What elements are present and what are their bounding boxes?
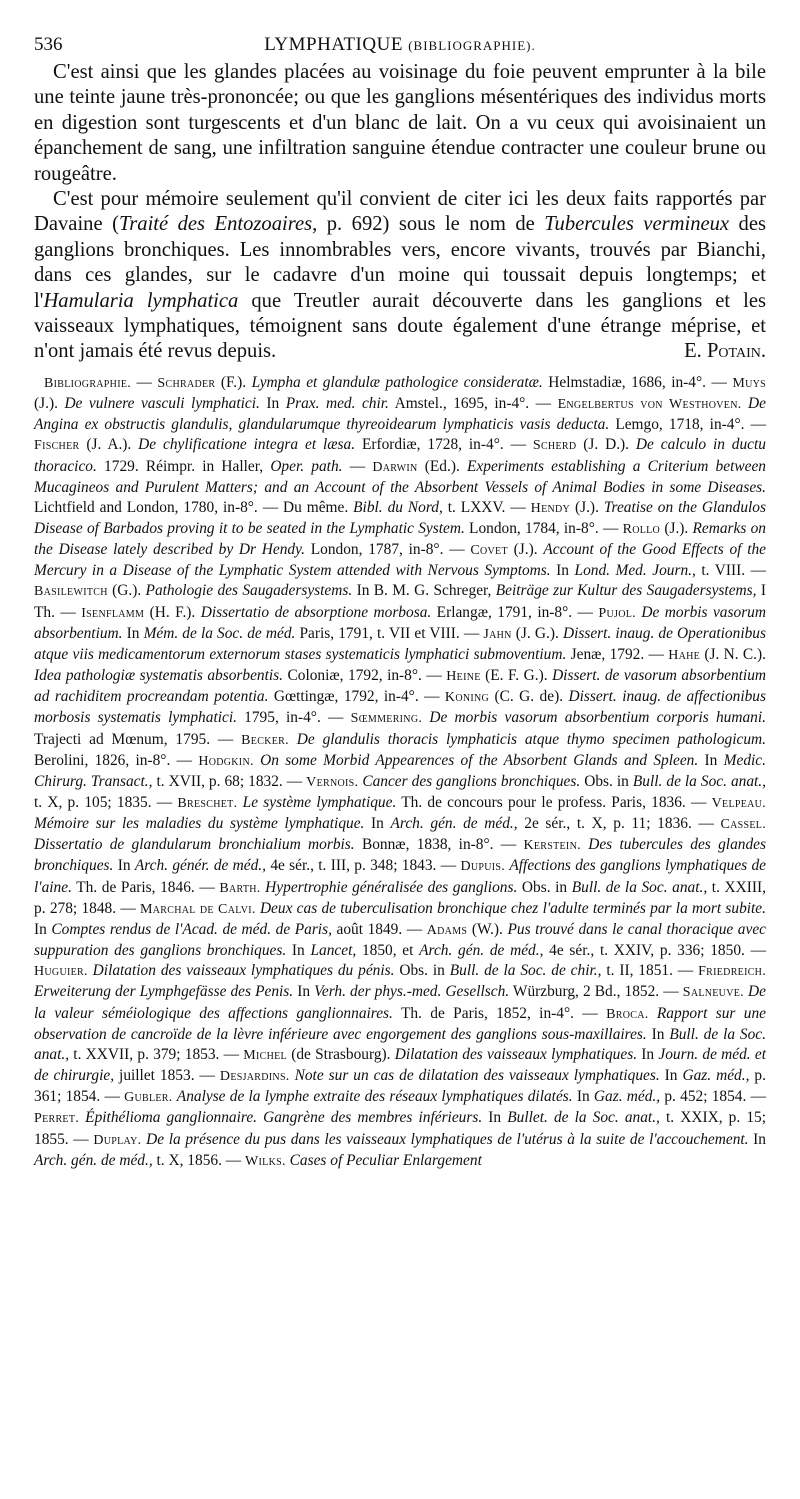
- entry-text: p. 361; 1854. —: [34, 1067, 766, 1106]
- entry-title: Arch. génér. de méd.,: [134, 857, 267, 875]
- entry-text: t. II, 1851. —: [601, 962, 699, 980]
- entry-author: Friedreich.: [698, 964, 766, 980]
- entry-author: Scherd: [532, 438, 577, 454]
- entry-text: Coloniæ, 1792, in-8°. —: [283, 667, 447, 685]
- entry-text: t. X, 1856. —: [152, 1151, 246, 1169]
- paragraph-1: C'est ainsi que les glandes placées au voisinage du foie peuvent emprunter à la bile une teinte jaune très-prononcée; ou que les ganglions mésentériques des individus morts en digestion sont turgescents et d'un blanc de lait. On a vu ceux qui avoisinaient un épanchement de sang, une infiltration sanguine étendue contracter une couleur brune ou rougeâtre.: [34, 61, 766, 185]
- entry-text: Würzburg, 2 Bd., 1852. —: [509, 983, 683, 1001]
- bibliography-entry: [81, 604, 598, 621]
- entry-text: 1729. Réimpr. in Haller,: [96, 457, 271, 475]
- entry-text: In: [286, 942, 311, 960]
- entry-text: In: [572, 1088, 594, 1106]
- entry-author: Muys: [732, 375, 766, 391]
- entry-author: Salneuve.: [682, 985, 744, 1001]
- entry-title: Pathologie des Saugadersystems.: [145, 582, 353, 600]
- entry-author: Dupuis.: [460, 859, 506, 875]
- entry-author: Marchal de Calvi.: [140, 901, 256, 917]
- entry-title: Des tubercules des glandes bronchiques.: [34, 836, 766, 875]
- bibliography-entry: [245, 1152, 482, 1169]
- entry-text: (J. D.).: [576, 436, 636, 454]
- entry-author: Barth.: [219, 880, 261, 896]
- entry-title: Gaz. méd.,: [593, 1088, 661, 1106]
- entry-title: Prax. med. chir.: [285, 395, 389, 413]
- entry-title: Gaz. méd.,: [682, 1067, 750, 1085]
- entry-text: t. XXIII, p. 278; 1848. —: [34, 878, 766, 917]
- entry-text: (F.).: [215, 373, 252, 391]
- paragraph-2-text-4: que Treutler aurait découverte dans les ganglions et les vaisseaux lymphatiques, témoignent sans doute également d'une étrange méprise, et n'ont jamais été revus depuis.: [34, 289, 766, 363]
- bibliography-entry: [44, 374, 157, 391]
- entry-author: Koning: [444, 690, 490, 706]
- entry-title: Lympha et glandulæ pathologice consideratæ.: [251, 373, 543, 391]
- entry-text: Th. de concours pour le profess. Paris, 1836. —: [396, 794, 712, 811]
- bibliography-entry: [177, 794, 711, 811]
- entry-text: (J.).: [34, 395, 65, 413]
- entry-author: Darwin: [372, 459, 418, 475]
- entry-title: Dissertatio de glandularum bronchialium morbis.: [34, 836, 355, 854]
- entry-text: Lichtfield and London, 1780, in-8°. — Du même.: [34, 498, 354, 516]
- entry-author: Desjardins.: [219, 1069, 290, 1085]
- entry-title: Treatise on the Glandulos Disease of Barbados proving it to be seated in the Lymphatic System.: [34, 498, 766, 537]
- entry-text: [649, 1005, 657, 1022]
- entry-title: Hypertrophie généralisée des ganglions.: [265, 878, 518, 896]
- author-signature: E. Potain.: [684, 340, 766, 363]
- paragraph-2-text-2: p. 692) sous le nom de: [317, 213, 545, 236]
- entry-text: In: [259, 395, 286, 413]
- entry-text: Bonnæ, 1838, in-8°. —: [354, 836, 524, 854]
- entry-author: Rollo: [622, 521, 661, 537]
- entry-author: Heine: [446, 669, 481, 685]
- entry-title: On some Morbid Appearences of the Absorbent Glands and Spleen.: [260, 751, 699, 769]
- page-header: [34, 30, 766, 60]
- entry-text: août 1849. —: [331, 920, 427, 938]
- entry-title: Bullet. de la Soc. anat.,: [507, 1109, 660, 1127]
- entry-title: Dissert. inaug. de affectionibus morbosis systematis lymphatici.: [34, 688, 766, 727]
- entry-title: Remarks on the Disease lately described by Dr Hendy.: [34, 519, 767, 559]
- entry-text: (J.).: [660, 519, 693, 537]
- entry-author: Pujol.: [598, 605, 636, 621]
- entry-text: Obs. in: [394, 962, 450, 980]
- entry-text: Obs. in: [580, 772, 633, 790]
- entry-title: De chylificatione integra et læsa.: [138, 436, 356, 454]
- entry-text: Erfordiæ, 1728, in-4°. —: [355, 436, 533, 454]
- entry-text: Helmstadiæ, 1686, in-4°. —: [542, 373, 733, 391]
- entry-title: Bull. de la Soc. anat.,: [632, 772, 767, 790]
- entry-author: Hahe: [668, 647, 701, 663]
- entry-author: Covet: [470, 543, 508, 559]
- entry-text: p. 452; 1854. —: [660, 1088, 766, 1106]
- entry-title: Bull. de la Soc. anat.,: [571, 878, 708, 896]
- entry-text: 1795, in-4°. —: [236, 709, 351, 727]
- entry-title: Affections des ganglions lymphatiques de l'aine.: [34, 857, 767, 896]
- entry-author: Cassel.: [720, 817, 766, 833]
- bibliography-block: [34, 373, 766, 1172]
- entry-text: t. VIII. —: [695, 562, 766, 580]
- entry-text: In B. M. G. Schreger,: [352, 582, 496, 600]
- bibliography-entry: [124, 1088, 766, 1105]
- entry-title: Lancet,: [310, 942, 357, 960]
- entry-text: t. LXXV. —: [442, 498, 531, 516]
- entry-text: t. XVII, p. 68; 1832. —: [152, 772, 307, 790]
- entry-text: (J.).: [570, 498, 604, 516]
- entry-title: Lond. Med. Journ.,: [574, 562, 696, 580]
- entry-text: In: [637, 1045, 659, 1063]
- entry-title: Cases of Peculiar Enlargement: [289, 1151, 482, 1169]
- entry-text: 4e sér., t. III, p. 348; 1843. —: [266, 857, 461, 875]
- entry-author: Huguier.: [34, 964, 88, 980]
- entry-text: (J.).: [507, 541, 544, 559]
- entry-text: In: [659, 1067, 683, 1085]
- entry-text: I Th. —: [34, 582, 766, 621]
- entry-text: (J. G.).: [511, 624, 563, 642]
- entry-title: De vulnere vasculi lymphatici.: [64, 395, 260, 413]
- entry-text: Trajecti ad Mœnum, 1795. —: [34, 730, 242, 748]
- entry-title: Dissert. inaug. de Operationibus atque viis medicamentorum externorum stases systematicis lymphatici submoventium.: [34, 624, 766, 663]
- entry-text: In: [482, 1109, 508, 1127]
- entry-author: Engelbertus von Westhoven.: [557, 397, 742, 413]
- entry-text: [289, 731, 297, 748]
- entry-author: Kerstein.: [523, 838, 581, 854]
- entry-title: Deux cas de tuberculisation bronchique chez l'adulte terminés par la mort subite.: [259, 899, 766, 917]
- entry-author: Wilks.: [245, 1153, 286, 1169]
- entry-title: Dissertatio de absorptione morbosa.: [200, 603, 432, 621]
- entry-author: Jahn: [483, 626, 512, 642]
- entry-title: De la valeur séméiologique des affections ganglionnaires.: [34, 983, 766, 1022]
- entry-text: —: [342, 457, 373, 475]
- entry-text: (J. N. C.).: [700, 645, 766, 663]
- entry-text: Obs. in: [517, 878, 572, 896]
- entry-author: Bibliographie.: [44, 375, 132, 391]
- entry-text: Th. de Paris, 1852, in-4°. —: [392, 1004, 607, 1022]
- entry-text: (de Strasbourg).: [286, 1045, 395, 1063]
- paragraph-2-italic-3: Hamularia lymphatica: [43, 289, 239, 312]
- entry-text: juillet 1853. —: [114, 1067, 220, 1085]
- entry-text: (E. F. G.).: [480, 667, 553, 685]
- entry-title: Épithélioma ganglionnaire. Gangrène des membres inférieurs.: [85, 1109, 483, 1127]
- entry-title: De Angina ex obstructis glandulis, glandularumque thyreoidearum lymphaticis vasis deducta.: [34, 395, 766, 434]
- entry-author: Adams: [426, 922, 468, 938]
- entry-text: In: [646, 1025, 670, 1043]
- entry-title: De calculo in ductu thoracico.: [34, 436, 766, 475]
- paragraph-2: [34, 187, 766, 365]
- entry-text: (Ed.).: [417, 457, 468, 475]
- entry-title: Experiments establishing a Criterium between Mucagineos and Purulent Matters; and an Account of the Absorbent Vessels of Animal Bodies in some Diseases.: [34, 457, 766, 496]
- entry-title: Journ. de méd. et de chirurgie,: [34, 1045, 766, 1085]
- entry-author: Duplay.: [93, 1132, 142, 1148]
- entry-text: Berolini, 1826, in-8°. —: [34, 751, 199, 769]
- entry-title: Dissert. de vasorum absorbentium ad rachiditem procreandam potentia.: [34, 667, 767, 706]
- entry-title: Bull. de la Soc. anat.,: [34, 1025, 766, 1063]
- entry-title: Erweiterung der Lymphgefässe des Penis.: [34, 983, 294, 1001]
- bibliography-entry: [157, 374, 732, 391]
- entry-text: In: [293, 983, 315, 1001]
- entry-title: Comptes rendus de l'Acad. de méd. de Paris,: [51, 920, 332, 938]
- entry-author: Broca.: [606, 1006, 649, 1022]
- entry-text: (J. A.).: [79, 436, 139, 454]
- entry-title: Arch. gén. de méd.,: [390, 815, 518, 833]
- entry-text: Jenæ, 1792. —: [566, 645, 669, 663]
- entry-text: 4e sér., t. XXIV, p. 336; 1850. —: [543, 942, 766, 960]
- entry-text: (H. F.).: [144, 603, 201, 621]
- entry-author: Hodgkin.: [198, 753, 254, 769]
- entry-author: Velpeau.: [711, 796, 766, 811]
- entry-author: Breschet.: [177, 796, 238, 811]
- entry-title: Bull. de la Soc. de chir.,: [449, 962, 602, 980]
- entry-title: Account of the Good Effects of the Mercury in a Disease of the Lymphatic System attended with Nervous Symptoms.: [34, 541, 767, 580]
- entry-text: In: [113, 857, 135, 875]
- entry-text: London, 1784, in-8°. —: [464, 519, 623, 537]
- entry-title: Dilatation des vaisseaux lymphatiques du pénis.: [92, 962, 395, 980]
- entry-text: In: [364, 815, 391, 833]
- entry-title: Dilatation des vaisseaux lymphatiques.: [394, 1045, 638, 1063]
- paragraph-2-italic-2: Tubercules vermineux: [544, 213, 730, 236]
- entry-text: t. X, p. 105; 1835. —: [34, 794, 178, 811]
- entry-title: Cancer des ganglions bronchiques.: [362, 772, 581, 790]
- entry-title: De la présence du pus dans les vaisseaux lymphatiques de l'utérus à la suite de l'accouchement.: [146, 1130, 749, 1148]
- entry-text: Erlangæ, 1791, in-8°. —: [431, 603, 599, 621]
- entry-author: Becker.: [241, 732, 289, 748]
- bibliography-entry: [34, 962, 698, 979]
- entry-text: Th. de Paris, 1846. —: [71, 878, 220, 896]
- entry-title: Bibl. du Nord,: [353, 498, 443, 516]
- entry-author: Gubler.: [124, 1090, 173, 1106]
- entry-title: Le système lymphatique.: [242, 794, 397, 811]
- page-number: 536: [34, 34, 63, 55]
- entry-text: t. XXIX, p. 15; 1855. —: [34, 1109, 766, 1148]
- bibliography-entry: [34, 436, 533, 453]
- entry-title: Mém. de la Soc. de méd.: [143, 624, 296, 642]
- entry-author: Schrader: [157, 375, 216, 391]
- paragraph-2-text-3: des ganglions bronchiques. Les innombrables vers, encore vivants, trouvés par Bianchi, dans ces glandes, sur le cadavre d'un moine qui toussait depuis longtemps; et l': [34, 213, 766, 312]
- entry-text: In: [34, 920, 52, 938]
- paragraph-2-text-1: C'est pour mémoire seulement qu'il convient de citer ici les deux faits rapportés par Davaine (: [34, 188, 766, 236]
- entry-author: Isenflamm: [81, 605, 145, 621]
- entry-title: Pus trouvé dans le canal thoracique avec suppuration des ganglions bronchiques.: [34, 920, 766, 960]
- running-title: LYMPHATIQUE: [264, 34, 403, 55]
- entry-text: Amstel., 1695, in-4°. —: [388, 395, 558, 413]
- entry-text: —: [131, 373, 158, 391]
- entry-text: (C. G. de).: [489, 688, 569, 706]
- entry-title: Rapport sur une observation de cancroïde de la lèvre inférieure avec engorgement des ganglions sous-maxillaires.: [34, 1004, 766, 1043]
- entry-text: Lemgo, 1718, in-4°. —: [609, 416, 766, 434]
- entry-author: Sœmmering.: [350, 711, 423, 727]
- paragraph-2-italic-1: Traité des Entozoaires,: [118, 213, 318, 236]
- entry-author: Hendy: [530, 500, 571, 516]
- entry-title: Analyse de la lymphe extraite des réseaux lymphatiques dilatés.: [176, 1088, 573, 1106]
- entry-title: Arch. gén. de méd.,: [34, 1151, 153, 1169]
- running-subtitle: (BIBLIOGRAPHIE).: [408, 38, 536, 53]
- entry-title: Beiträge zur Kultur des Saugadersystems,: [495, 582, 757, 600]
- entry-text: In: [748, 1130, 766, 1148]
- entry-title: Note sur un cas de dilatation des vaisseaux lymphatiques.: [294, 1067, 660, 1085]
- entry-title: De glandulis thoracis lymphaticis atque thymo specimen pathologicum.: [296, 730, 766, 748]
- entry-title: Idea pathologiæ systematis absorbentis.: [34, 667, 283, 685]
- entry-author: Fischer: [34, 438, 80, 454]
- entry-title: Oper. path.: [270, 457, 343, 475]
- entry-text: In: [698, 751, 724, 769]
- entry-title: De morbis vasorum absorbentium corporis humani.: [429, 709, 766, 727]
- entry-text: t. XXVII, p. 379; 1853. —: [69, 1045, 244, 1063]
- entry-text: Gœttingæ, 1792, in-4°. —: [268, 688, 445, 706]
- entry-text: 1850, et: [356, 942, 420, 960]
- entry-text: London, 1787, in-8°. —: [304, 541, 471, 559]
- entry-text: In: [122, 624, 144, 642]
- entry-author: Basilewitch: [34, 584, 108, 600]
- entry-author: Michel: [243, 1047, 287, 1063]
- entry-title: De morbis vasorum absorbentium.: [34, 603, 766, 642]
- document-page: [34, 30, 766, 1187]
- entry-text: 2e sér., t. X, p. 11; 1836. —: [517, 815, 721, 833]
- entry-author: Perret.: [34, 1111, 80, 1127]
- entry-text: (W.).: [467, 920, 508, 938]
- entry-text: (G.).: [107, 582, 146, 600]
- entry-author: Vernois.: [306, 774, 359, 790]
- entry-text: Paris, 1791, t. VII et VIII. —: [295, 624, 484, 642]
- entry-title: Arch. gén. de méd.,: [419, 942, 544, 960]
- entry-title: Mémoire sur les maladies du système lymphatique.: [34, 815, 365, 833]
- entry-title: Verh. der phys.-med. Gesellsch.: [314, 983, 510, 1001]
- entry-title: Medic. Chirurg. Transact.,: [34, 751, 766, 790]
- entry-text: In: [550, 562, 575, 580]
- running-head: [34, 34, 766, 56]
